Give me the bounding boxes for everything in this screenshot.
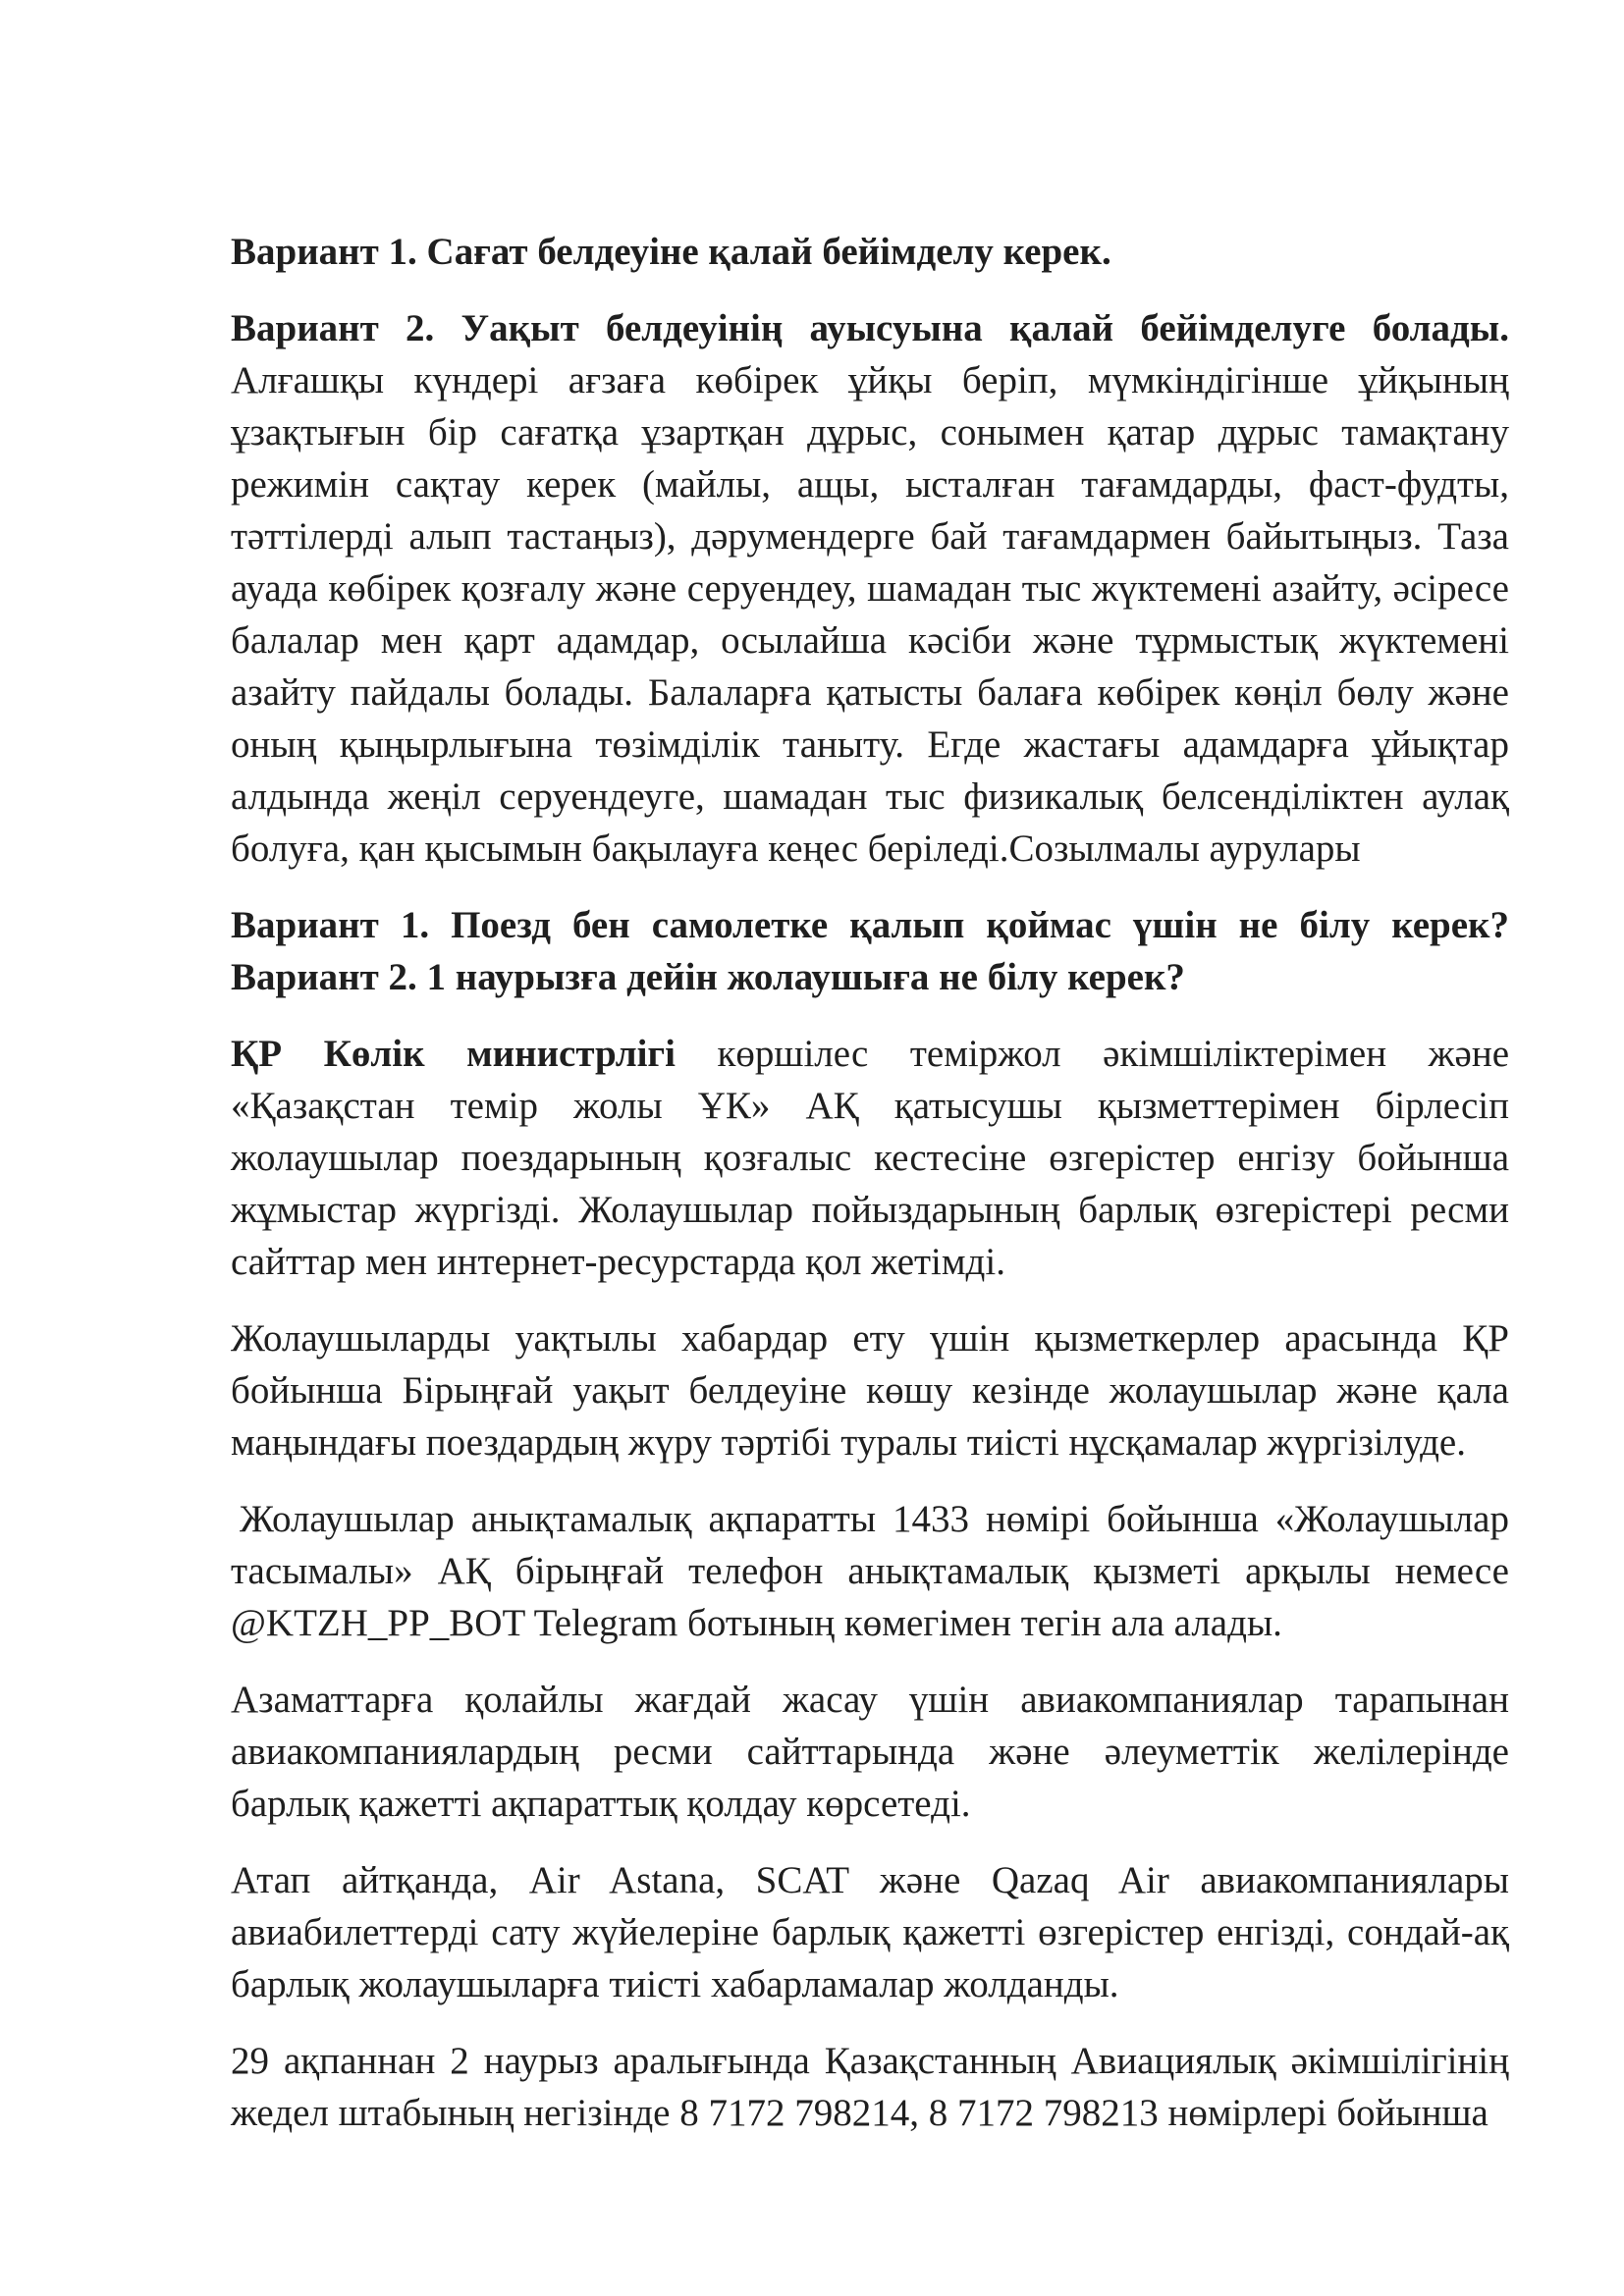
passenger-notice-text: Жолаушыларды уақтылы хабардар ету үшін қызметкерлер арасында ҚР бойынша Бірыңғай уақыт белдеуіне көшу кезінде жолаушылар және қала маңындағы поездардың жүру тәртібі туралы тиісті нұсқамалар жүргізілуде. [231,1317,1509,1464]
airlines-changes-text: Атап айтқанда, Air Astana, SCAT және Qazaq Air авиакомпаниялары авиабилеттерді сату жүйелеріне барлық қажетті өзгерістер енгізді, сондай-ақ барлық жолаушыларға тиісті хабарламалар жолданды. [231,1859,1509,2005]
variant1-heading-text: Вариант 1. Сағат белдеуіне қалай бейімделу керек. [231,231,1111,273]
paragraph-variant2-timezone [231,302,1509,875]
paragraph-aviation-hotline [231,2035,1509,2139]
variant1-transport-question: Вариант 1. Поезд бен самолетке қалып қоймас үшін не білу керек? [231,904,1509,946]
paragraph-transport-ministry [231,1028,1509,1288]
aviation-hotline-text: 29 ақпаннан 2 наурыз аралығында Қазақстанның Авиациялық әкімшілігінің жедел штабының негізінде 8 7172 798214, 8 7172 798213 нөмірлері бойынша [231,2040,1509,2134]
paragraph-transport-questions [231,899,1509,1003]
variant2-transport-question: Вариант 2. 1 наурызға дейін жолаушыға не білу керек? [231,956,1185,998]
paragraph-passenger-notice [231,1312,1509,1468]
paragraph-info-1433 [231,1493,1509,1649]
paragraph-airlines-changes [231,1854,1509,2010]
paragraph-variant1-heading [231,226,1509,278]
variant2-heading-text: Вариант 2. Уақыт белдеуінің ауысуына қалай бейімделуге болады. [231,307,1509,349]
paragraph-airlines-support [231,1674,1509,1830]
airlines-support-text: Азаматтарға қолайлы жағдай жасау үшін авиакомпаниялар тарапынан авиакомпаниялардың ресми сайттарында және әлеуметтік желілерінде барлық қажетті ақпараттық қолдау көрсетеді. [231,1679,1509,1825]
info-1433-text: Жолаушылар анықтамалық ақпаратты 1433 нөмірі бойынша «Жолаушылар тасымалы» АҚ бірыңғай телефон анықтамалық қызметі арқылы немесе @KTZH_PP_BOT Telegram ботының көмегімен тегін ала алады. [231,1498,1509,1644]
text-content [231,226,1509,2163]
ministry-name-text: ҚР Көлік министрлігі [231,1033,676,1075]
timezone-adaptation-text: Алғашқы күндері ағзаға көбірек ұйқы беріп, мүмкіндігінше ұйқының ұзақтығын бір сағатқа ұзартқан дұрыс, сонымен қатар дұрыс тамақтану режимін сақтау керек (майлы, ащы, ысталған тағамдарды, фаст-фудты, тәттілерді алып тастаңыз), дәрумендерге бай тағамдармен байытыңыз. Таза ауада көбірек қозғалу және серуендеу, шамадан тыс жүктемені азайту, әсіресе балалар мен қарт адамдар, осылайша кәсіби және тұрмыстық жүктемені азайту пайдалы болады. Балаларға қатысты балаға көбірек көңіл бөлу және оның қыңырлығына төзімділік таныту. Егде жастағы адамдарға ұйықтар алдында жеңіл серуендеуге, шамадан тыс физикалық белсенділіктен аулақ болуға, қан қысымын бақылауға кеңес беріледі.Созылмалы аурулары [231,359,1509,870]
ministry-body-text: көршілес теміржол әкімшіліктерімен және «Қазақстан темір жолы ҰК» АҚ қатысушы қызметтерімен бірлесіп жолаушылар поездарының қозғалыс кестесіне өзгерістер енгізу бойынша жұмыстар жүргізді. Жолаушылар пойыздарының барлық өзгерістері ресми сайттар мен интернет-ресурстарда қол жетімді. [231,1033,1510,1283]
